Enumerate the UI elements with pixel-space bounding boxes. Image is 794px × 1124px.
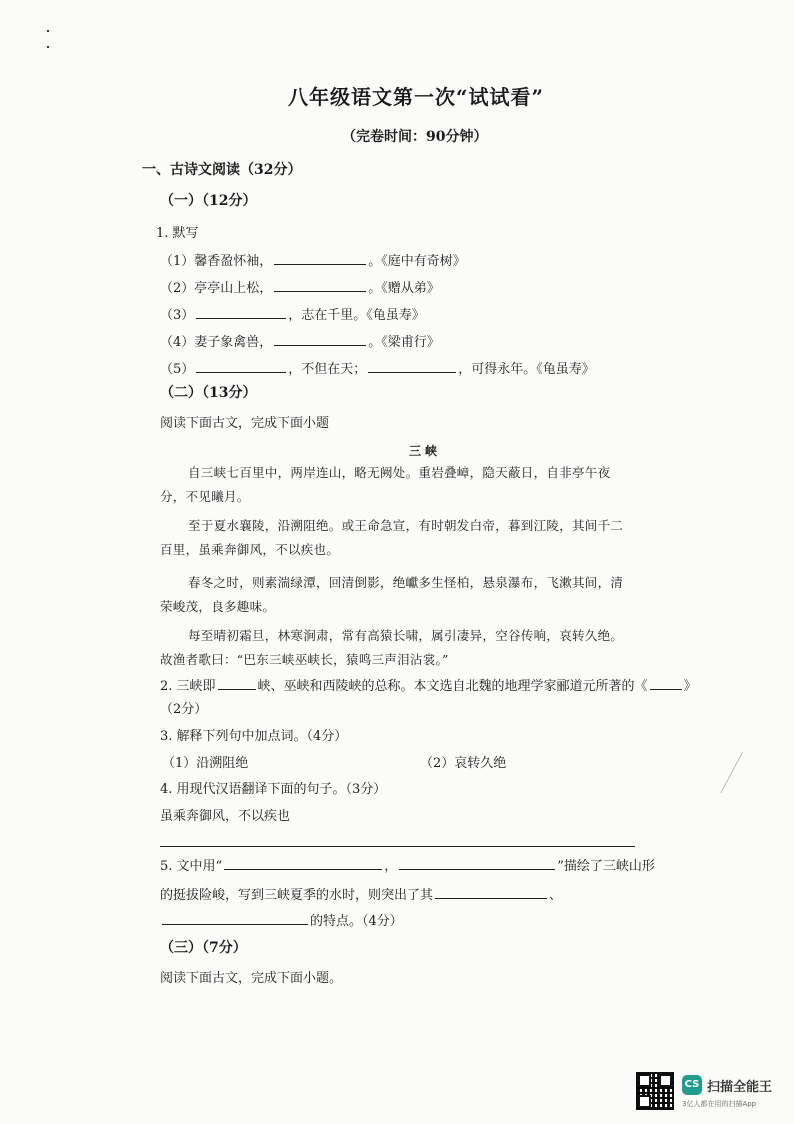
answer-line[interactable]: [160, 846, 635, 847]
item-text: ，不但在天；: [288, 362, 367, 377]
answer-blank[interactable]: [274, 252, 366, 265]
answer-blank[interactable]: [162, 912, 308, 925]
answer-blank[interactable]: [399, 857, 555, 870]
camscanner-logo-icon: CS: [682, 1075, 702, 1095]
paper-crease: [720, 752, 742, 793]
reading-instruction: 阅读下面古文，完成下面小题: [160, 416, 330, 431]
qr-finder: [638, 1095, 651, 1108]
q3-item-1: （1）沿溯阻绝: [162, 756, 249, 771]
qr-finder: [659, 1074, 672, 1087]
question-text: 、: [549, 888, 563, 903]
question-text: ，: [384, 859, 398, 874]
item-source: 。《梁甫行》: [368, 335, 440, 350]
answer-blank[interactable]: [368, 360, 456, 373]
question-text: ”描绘了三峡山形: [557, 859, 655, 874]
answer-blank[interactable]: [196, 360, 286, 373]
passage-paragraph: 至于夏水襄陵，沿溯阻绝。或王命急宣，有时朝发白帝，暮到江陵，其间千二百里，虽乘奔御风，不以疾也。: [160, 518, 624, 557]
passage-paragraph: 春冬之时，则素湍绿潭，回清倒影，绝巘多生怪柏，悬泉瀑布，飞漱其间，清荣峻茂，良多趣味。: [160, 575, 624, 614]
question-text: 的挺拔险峻，写到三峡夏季的水时，则突出了其: [160, 888, 434, 903]
qr-finder: [638, 1074, 651, 1087]
question-text: 的特点。（4分）: [310, 914, 403, 929]
question-label: 1. 默写: [156, 226, 199, 241]
item-source: ，可得永年。《龟虽寿》: [458, 362, 595, 377]
scan-speck: [47, 46, 49, 48]
item-source: ，志在千里。《龟虽寿》: [288, 308, 425, 323]
qr-code: [636, 1072, 674, 1110]
answer-blank[interactable]: [650, 677, 682, 690]
reading-instruction: 阅读下面古文，完成下面小题。: [160, 971, 343, 986]
question-4: 4. 用现代汉语翻译下面的句子。（3分）: [160, 782, 387, 797]
q4-sentence: 虽乘奔御风，不以疾也: [160, 809, 291, 824]
part-heading: （二）（13分）: [160, 385, 257, 401]
answer-blank[interactable]: [274, 279, 366, 292]
scanner-tagline: 3亿人都在用的扫描App: [682, 1100, 757, 1108]
scan-speck: [47, 30, 49, 32]
answer-blank[interactable]: [274, 333, 366, 346]
question-5-line-2: [160, 886, 562, 904]
item-text: （2）亭亭山上松，: [160, 281, 273, 296]
question-text: 峡、巫峡和西陵峡的总称。本文选自北魏的地理学家郦道元所著的《: [257, 679, 648, 694]
q3-item-2: （2）哀转久绝: [420, 756, 507, 771]
question-5-line-3: [160, 912, 403, 930]
item-text: （1）馨香盈怀袖，: [160, 254, 273, 269]
question-3: 3. 解释下列句中加点词。（4分）: [160, 729, 348, 744]
dictation-item-2: [160, 279, 440, 297]
answer-blank[interactable]: [218, 677, 256, 690]
dictation-item-3: [160, 306, 425, 324]
item-source: 。《赠从弟》: [368, 281, 440, 296]
part-heading: （一）（12分）: [160, 193, 257, 209]
section-heading: 一、古诗文阅读（32分）: [142, 162, 302, 178]
dictation-item-4: [160, 333, 440, 351]
item-text: （5）: [160, 362, 195, 377]
item-source: 。《庭中有奇树》: [368, 254, 466, 269]
dictation-item-1: [160, 252, 466, 270]
passage-paragraph: 自三峡七百里中，两岸连山，略无阙处。重岩叠嶂，隐天蔽日，自非亭午夜分，不见曦月。: [160, 465, 611, 504]
passage-paragraph: 每至晴初霜旦，林寒涧肃，常有高猿长啸，属引凄异，空谷传响，哀转久绝。故渔者歌曰：“巴东三峡巫峡长，猿鸣三声泪沾裳。”: [160, 628, 624, 667]
item-text: （3）: [160, 308, 195, 323]
question-text: 》: [683, 679, 697, 694]
question-score: （2分）: [160, 702, 208, 717]
question-5: [160, 857, 655, 875]
exam-duration: （完卷时间：90分钟）: [342, 129, 488, 145]
question-2: [160, 677, 697, 695]
question-text: 5. 文中用“: [160, 859, 223, 874]
item-text: （4）妻子象禽兽，: [160, 335, 273, 350]
dictation-item-5: [160, 360, 595, 378]
answer-blank[interactable]: [435, 886, 547, 899]
part-heading: （三）（7分）: [160, 940, 247, 956]
question-text: 2. 三峡即: [160, 679, 216, 694]
page-title: 八年级语文第一次“试试看”: [288, 85, 545, 109]
answer-blank[interactable]: [224, 857, 382, 870]
passage-title: 三峡: [409, 444, 442, 458]
scanner-app-name: 扫描全能王: [707, 1080, 773, 1095]
answer-blank[interactable]: [196, 306, 286, 319]
